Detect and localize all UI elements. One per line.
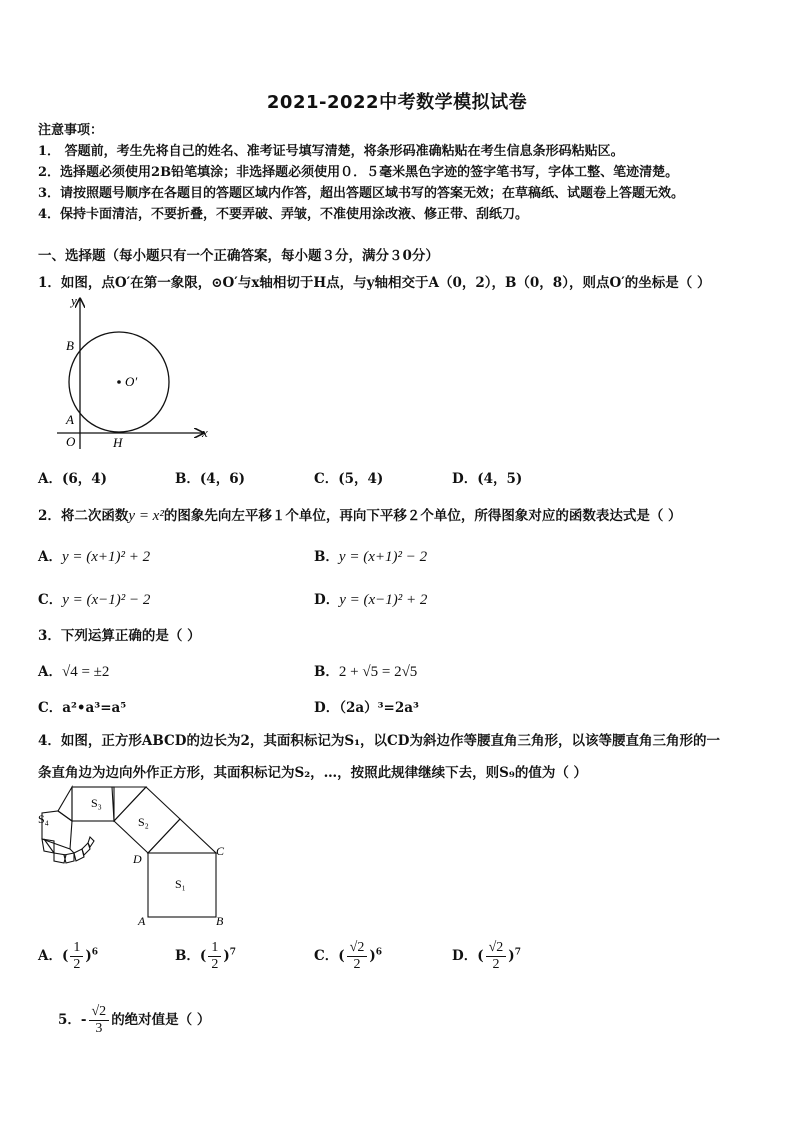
q2-option-a[interactable]: [38, 545, 150, 566]
exponent: 7: [229, 947, 236, 958]
s2-label: S₂: [138, 815, 149, 829]
s1-label: S₁: [175, 877, 186, 891]
q1-option-c[interactable]: C．(5，4): [314, 471, 384, 487]
q5-prefix: 5．-: [58, 1012, 87, 1028]
fraction: $\frac{1}{2}$: [70, 940, 83, 973]
point-h-label: H: [113, 435, 123, 450]
option-expr: y = (x+1)² + 2: [61, 549, 151, 565]
question-4-stem-line1: 4．如图，正方形ABCD的边长为2，其面积标记为S₁，以CD为斜边作等腰直角三角形，以该等腰直角三角形的一: [38, 733, 720, 749]
exponent: 6: [91, 947, 99, 958]
question-4-stem-line2: 条直角边为边向外作正方形，其面积标记为S₂，…，按照此规律继续下去，则S₉的值为（ ）: [38, 765, 588, 781]
option-label: D．: [452, 948, 478, 964]
q2-option-b[interactable]: [314, 545, 427, 566]
option-expr: y = (x−1)² + 2: [339, 592, 428, 608]
option-label: C．: [38, 592, 63, 608]
option-expr: （2a）³=2a³: [339, 700, 419, 716]
option-expr: a²•a³=a⁵: [62, 700, 127, 716]
option-label: B．: [314, 664, 339, 680]
option-expr: √4 = ±2: [61, 664, 110, 680]
q5-suffix: 的绝对值是（ ）: [111, 1012, 211, 1028]
center-point: [117, 380, 121, 384]
small-square: [88, 837, 94, 847]
fraction: $\frac{√2}{2}$: [347, 940, 368, 973]
fraction: $\frac{√2}{3}$: [89, 1004, 110, 1037]
y-label: y: [71, 293, 77, 308]
note-item: 3．请按照题号顺序在各题目的答题区域内作答，超出答题区域书写的答案无效；在草稿纸、试题卷上答题无效。: [38, 186, 685, 201]
point-d-label: D: [133, 852, 142, 866]
q2-stem-pre: 2．将二次函数: [38, 508, 129, 524]
spiral-line: [70, 849, 74, 853]
section-heading: 一、选择题（每小题只有一个正确答案，每小题３分，满分３0分）: [38, 248, 439, 264]
q3-option-d[interactable]: [314, 696, 419, 716]
question-5-stem: [58, 1004, 210, 1037]
option-label: A．: [38, 664, 62, 680]
question-2-stem: [38, 504, 682, 525]
option-label: D．: [314, 700, 340, 716]
q3-option-b[interactable]: [314, 660, 417, 681]
option-expr: y = (x+1)² − 2: [338, 549, 428, 565]
q2-stem-expr: y = x²: [128, 508, 164, 524]
q1-circle-figure: [55, 293, 215, 453]
fraction: $\frac{√2}{2}$: [486, 940, 507, 973]
note-item: 2．选择题必须使用2B铅笔填涂；非选择题必须使用０．５毫米黑色字迹的签字笔书写，字体工整、笔迹清楚。: [38, 165, 679, 180]
point-a-label: A: [66, 412, 74, 427]
question-1-stem: 1．如图，点O′在第一象限，⊙O′与x轴相切于H点，与y轴相交于A（0，2），B（0，8），则点O′的坐标是（ ）: [38, 275, 711, 291]
note-item: 1． 答题前，考生先将自己的姓名、准考证号填写清楚，将条形码准确粘贴在考生信息条形码粘贴区。: [38, 144, 624, 159]
q3-option-c[interactable]: [38, 696, 126, 716]
q1-option-d[interactable]: D．(4，5): [452, 471, 523, 487]
q2-stem-post: 的图象先向左平移１个单位，再向下平移２个单位，所得图象对应的函数表达式是（ ）: [163, 508, 682, 524]
option-expr: y = (x−1)² − 2: [62, 592, 151, 608]
q3-option-a[interactable]: [38, 660, 109, 681]
option-label: C．: [314, 948, 339, 964]
exponent: 7: [514, 947, 521, 958]
fraction: $\frac{1}{2}$: [208, 940, 221, 973]
q4-option-d[interactable]: D．( $\frac{√2}{2}$ )$^7$: [452, 940, 521, 972]
point-c-label: C: [216, 844, 225, 858]
option-label: B．: [175, 948, 200, 964]
notes-heading: 注意事项：: [38, 123, 104, 138]
q2-option-d[interactable]: [314, 588, 427, 609]
triangle-1: [148, 819, 216, 853]
exponent: 6: [375, 947, 382, 958]
note-item: 4．保持卡面清洁，不要折叠，不要弄破、弄皱，不准使用涂改液、修正带、刮纸刀。: [38, 207, 529, 222]
q4-squares-figure: [32, 783, 232, 931]
option-label: A．: [38, 948, 62, 964]
q4-option-c[interactable]: C．( $\frac{√2}{2}$ )$^6$: [314, 940, 382, 972]
x-label: x: [202, 425, 208, 440]
point-a-label: A: [138, 914, 146, 928]
s4-label: S₄: [38, 812, 49, 826]
origin-label: O: [66, 434, 76, 449]
q2-option-c[interactable]: [38, 588, 150, 609]
option-label: C．: [38, 700, 63, 716]
center-label: O′: [125, 374, 138, 389]
q1-option-a[interactable]: A．(6，4): [38, 471, 108, 487]
q4-option-b[interactable]: B．( $\frac{1}{2}$ )$^7$: [175, 940, 236, 972]
s3-label: S₃: [91, 796, 102, 810]
option-label: D．: [314, 592, 340, 608]
option-label: B．: [314, 549, 339, 565]
option-expr: 2 + √5 = 2√5: [338, 664, 418, 680]
page-title: 2021-2022中考数学模拟试卷: [266, 92, 528, 113]
q4-option-a[interactable]: A．( $\frac{1}{2}$ )$^6$: [38, 940, 99, 972]
point-b-label: B: [66, 338, 74, 353]
q1-option-b[interactable]: B．(4，6): [175, 471, 245, 487]
point-b-label: B: [216, 914, 224, 928]
question-3-stem: 3．下列运算正确的是（ ）: [38, 628, 201, 644]
option-label: A．: [38, 549, 62, 565]
